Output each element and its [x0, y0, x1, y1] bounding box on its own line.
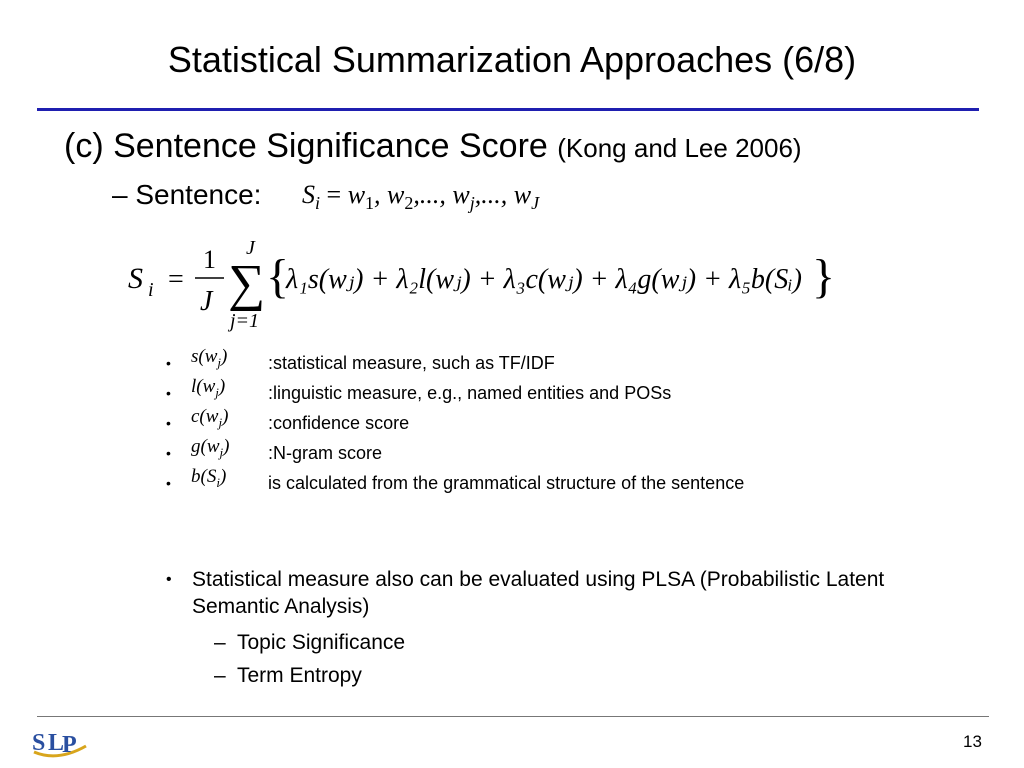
sentence-score-formula: [120, 232, 980, 332]
fraction-numerator: 1: [203, 245, 216, 274]
summation-sign: ∑: [228, 255, 266, 312]
plsa-bullet: • Statistical measure also can be evaluated using PLSA (Probabilistic Latent Semantic Analysis): [166, 566, 976, 620]
symbol-c: $c(w_j)$: [191, 406, 229, 430]
sum-upper-limit: J: [246, 237, 255, 259]
section-heading-text: (c) Sentence Significance Score: [64, 127, 548, 165]
slp-logo: [28, 722, 92, 764]
footer-divider: [37, 716, 989, 717]
citation: (Kong and Lee 2006): [557, 133, 802, 163]
svg-text:S: S: [32, 730, 46, 756]
formula-lhs: S: [128, 262, 143, 295]
svg-text:L: L: [48, 730, 65, 756]
plsa-subitem: – Topic Significance: [214, 631, 406, 654]
fraction-denominator: J: [200, 286, 213, 317]
sentence-label: – Sentence:: [112, 179, 262, 210]
sum-lower-limit: j=1: [230, 310, 260, 332]
svg-text:P: P: [62, 732, 77, 758]
symbol-s: $s(w_j)$: [191, 346, 228, 370]
slide-title: Statistical Summarization Approaches (6/8): [167, 39, 857, 80]
symbol-l: $l(w_j)$: [191, 376, 226, 400]
left-brace: {: [266, 250, 290, 303]
sentence-definition-formula: $S_i = w_1$, $w_2$,..., $w_j$,..., $w_J$: [302, 180, 540, 214]
plsa-subitem: – Term Entropy: [214, 664, 362, 687]
section-heading: [64, 126, 802, 168]
page-number: 13: [963, 732, 982, 751]
symbol-b: $b(S_i)$: [191, 466, 227, 490]
right-brace: }: [812, 250, 836, 303]
formula-terms: λ₁s(wⱼ) + λ₂l(wⱼ) + λ₃c(wⱼ) + λ₄g(wⱼ) + λ₅b(Sᵢ): [286, 264, 802, 295]
formula-equals: =: [168, 264, 184, 295]
symbol-g: $g(w_j)$: [191, 436, 230, 460]
plsa-text: Statistical measure also can be evaluated using PLSA (Probabilistic Latent Semantic Analysis): [192, 568, 885, 618]
formula-lhs-sub: i: [148, 279, 154, 301]
title-divider: [37, 108, 979, 111]
